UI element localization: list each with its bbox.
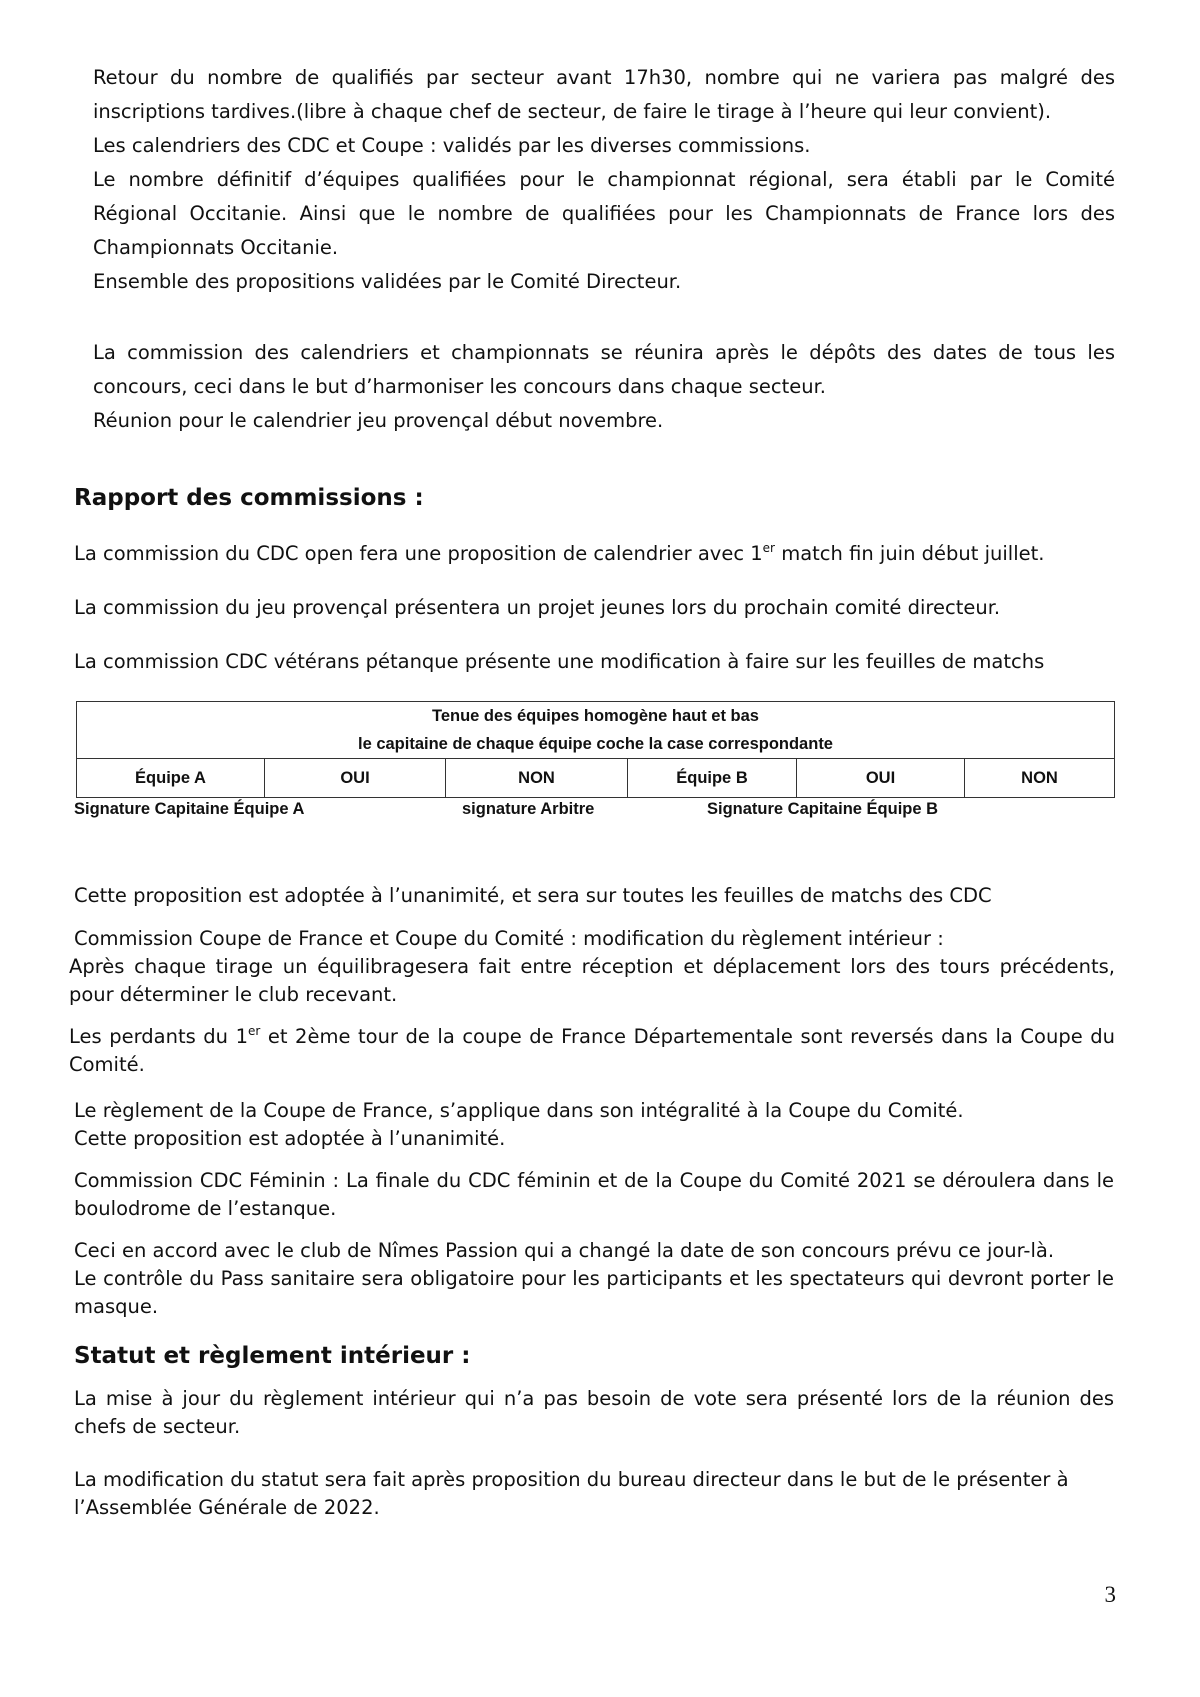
paragraph-cdc-feminin: Commission CDC Féminin : La finale du CDC féminin et de la Coupe du Comité 2021 se déroulera dans le boulodrome de l’estanque. (74, 1169, 1114, 1220)
perdants-text-end: et 2ème tour de la coupe de France Départementale sont reversés dans la Coupe du Comité. (69, 1025, 1115, 1076)
heading-rapport-commissions: Rapport des commissions : (74, 485, 424, 511)
cell-non-a[interactable]: NON (446, 759, 628, 798)
paragraph-reglement-coupe: Le règlement de la Coupe de France, s’applique dans son intégralité à la Coupe du Comité. (74, 1099, 964, 1122)
signature-capitaine-a: Signature Capitaine Équipe A (74, 800, 305, 818)
paragraph-modification-statut: La modification du statut sera fait après proposition du bureau directeur dans le but de le présenter à l’Assemblée Générale de 2022. (74, 1468, 1069, 1519)
cell-equipe-a: Équipe A (77, 759, 265, 798)
cell-equipe-b: Équipe B (628, 759, 797, 798)
perdants-text: Les perdants du 1 (69, 1025, 248, 1048)
paragraph-accord-nimes: Ceci en accord avec le club de Nîmes Passion qui a changé la date de son concours prévu ce jour-là. (74, 1239, 1055, 1262)
paragraph-cdc-open (74, 537, 1114, 571)
cell-non-b[interactable]: NON (965, 759, 1115, 798)
ballot-header-line2: le capitaine de chaque équipe coche la case correspondante (357, 735, 833, 753)
paragraph-propositions: Ensemble des propositions validées par le Comité Directeur. (93, 270, 682, 293)
ballot-header (77, 702, 1115, 759)
paragraph-nombre-definitif: Le nombre définitif d’équipes qualifiées pour le championnat régional, sera établi par le Comité Régional Occitanie. Ainsi que le nombre de qualifiées pour les Championnats de France lors des Championnats Occitanie. (93, 168, 1115, 259)
paragraph-coupe-title: Commission Coupe de France et Coupe du Comité : modification du règlement intérieur : (74, 927, 944, 950)
paragraph-equilibrage: Après chaque tirage un équilibragesera fait entre réception et déplacement lors des tours précédents, pour déterminer le club recevant. (69, 955, 1115, 1006)
cdc-open-text-end: match fin juin début juillet. (775, 542, 1045, 565)
cdc-open-text: La commission du CDC open fera une proposition de calendrier avec 1 (74, 542, 763, 565)
heading-statut-reglement: Statut et règlement intérieur : (74, 1343, 471, 1369)
signature-line (0, 800, 1200, 830)
superscript-er-2: er (248, 1024, 261, 1038)
paragraph-adoptee-unanimite: Cette proposition est adoptée à l’unanimité. (74, 1127, 506, 1150)
paragraph-jeu-provencal: La commission du jeu provençal présentera un projet jeunes lors du prochain comité directeur. (74, 596, 1001, 619)
cell-oui-a[interactable]: OUI (265, 759, 446, 798)
paragraph-reunion: Réunion pour le calendrier jeu provençal début novembre. (93, 409, 664, 432)
paragraph-commission-calendriers: La commission des calendriers et championnats se réunira après le dépôts des dates de tous les concours, ceci dans le but d’harmoniser les concours dans chaque secteur. (93, 341, 1115, 398)
paragraph-calendriers: Les calendriers des CDC et Coupe : validés par les diverses commissions. (93, 134, 811, 157)
ballot-table (76, 701, 1115, 798)
paragraph-pass-sanitaire: Le contrôle du Pass sanitaire sera obligatoire pour les participants et les spectateurs qui devront porter le masque. (74, 1267, 1114, 1318)
superscript-er: er (762, 541, 775, 555)
cell-oui-b[interactable]: OUI (797, 759, 965, 798)
ballot-header-line1: Tenue des équipes homogène haut et bas (431, 707, 759, 725)
paragraph-qualifies: Retour du nombre de qualifiés par secteur avant 17h30, nombre qui ne variera pas malgré des inscriptions tardives.(libre à chaque chef de secteur, de faire le tirage à l’heure qui leur convient). (93, 66, 1115, 123)
paragraph-adoptee-cdc: Cette proposition est adoptée à l’unanimité, et sera sur toutes les feuilles de matchs des CDC (74, 884, 992, 907)
paragraph-perdants (69, 1023, 1115, 1079)
signature-capitaine-b: Signature Capitaine Équipe B (707, 800, 939, 818)
page-number: 3 (1104, 1582, 1116, 1607)
paragraph-mise-a-jour: La mise à jour du règlement intérieur qui n’a pas besoin de vote sera présenté lors de la réunion des chefs de secteur. (74, 1387, 1114, 1438)
paragraph-veterans: La commission CDC vétérans pétanque présente une modification à faire sur les feuilles de matchs (74, 650, 1045, 673)
signature-arbitre: signature Arbitre (462, 800, 595, 818)
